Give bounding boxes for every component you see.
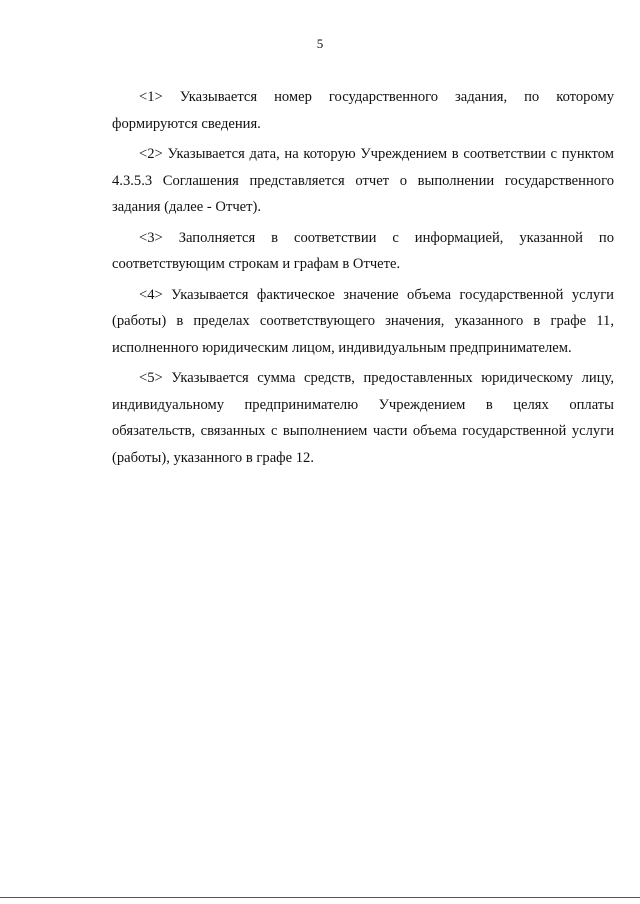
footnote-1: <1> Указывается номер государственного задания, по которому формируются сведения. xyxy=(112,89,614,132)
scan-edge-line xyxy=(0,897,640,898)
footnote-2: <2> Указывается дата, на которую Учреждением в соответствии с пунктом 4.3.5.3 Соглашения представляется отчет о выполнении государственного задания (далее - Отчет). xyxy=(112,146,614,215)
footnote-3: <3> Заполняется в соответствии с информацией, указанной по соответствующим строкам и графам в Отчете. xyxy=(112,229,614,272)
footnote-4: <4> Указывается фактическое значение объема государственной услуги (работы) в пределах соответствующего значения, указанного в графе 11, исполненного юридическим лицом, индивидуальным предпринимателем. xyxy=(112,286,614,356)
footnote-5: <5> Указывается сумма средств, предоставленных юридическому лицу, индивидуальному предпринимателю Учреждением в целях оплаты обязательств, связанных с выполнением части объема государственной услуги (работы), указанного в графе 12. xyxy=(112,370,614,466)
page-number: 5 xyxy=(316,36,324,51)
footnotes-section xyxy=(112,84,614,475)
